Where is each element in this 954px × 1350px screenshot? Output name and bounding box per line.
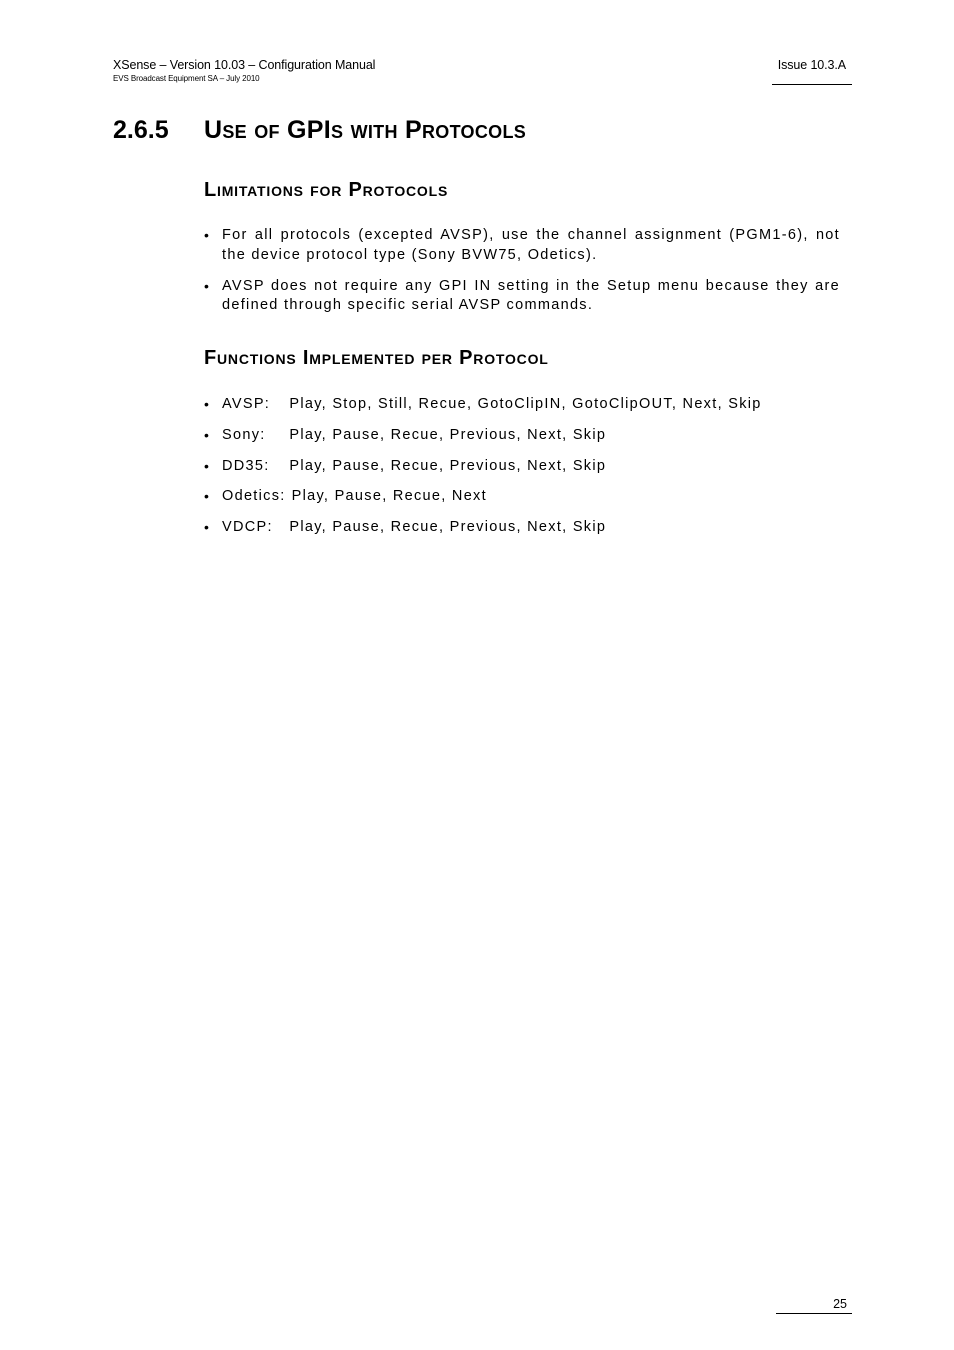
bullet-icon: • xyxy=(204,396,211,412)
list-item xyxy=(204,457,840,477)
functions-list xyxy=(204,395,840,549)
bullet-icon: • xyxy=(204,488,211,505)
limitations-list xyxy=(204,226,840,327)
list-item-text: For all protocols (excepted AVSP), use the channel assignment (PGM1-6), not the device protocol type (Sony BVW75, Odetics). xyxy=(222,227,840,263)
protocol-label: AVSP: xyxy=(222,396,271,412)
list-item xyxy=(204,277,840,316)
bullet-icon: • xyxy=(204,426,211,443)
protocol-functions: Play, Pause, Recue, Next xyxy=(291,488,487,505)
list-item xyxy=(204,395,840,415)
list-item xyxy=(204,487,840,507)
protocol-functions: Play, Pause, Recue, Previous, Next, Skip xyxy=(289,426,607,443)
section-heading xyxy=(113,112,526,148)
section-number: 2.6.5 xyxy=(113,116,169,144)
page-header xyxy=(113,57,375,84)
list-item-text: AVSP does not require any GPI IN setting in the Setup menu because they are defined through specific serial AVSP commands. xyxy=(222,277,840,313)
bullet-icon: • xyxy=(204,277,211,294)
protocol-label: VDCP: xyxy=(222,519,273,536)
protocol-label: Odetics: xyxy=(222,488,286,505)
issue-label: Issue 10.3.A xyxy=(777,58,846,72)
list-item xyxy=(204,426,840,446)
header-rule xyxy=(772,84,852,85)
protocol-label: Sony: xyxy=(222,426,266,443)
footer-rule xyxy=(776,1313,852,1314)
functions-heading: Functions Implemented per Protocol xyxy=(204,347,549,369)
document-subtitle: EVS Broadcast Equipment SA – July 2010 xyxy=(113,74,260,83)
limitations-heading: Limitations for Protocols xyxy=(204,179,449,201)
protocol-label: DD35: xyxy=(222,457,270,474)
bullet-icon: • xyxy=(204,519,211,536)
protocol-functions: Play, Pause, Recue, Previous, Next, Skip xyxy=(289,519,607,536)
protocol-functions: Play, Pause, Recue, Previous, Next, Skip xyxy=(289,457,607,474)
list-item xyxy=(204,518,840,538)
section-title: Use of GPIs with Protocols xyxy=(204,116,527,144)
bullet-icon: • xyxy=(204,457,211,474)
page-number: 25 xyxy=(833,1297,847,1311)
protocol-functions: Play, Stop, Still, Recue, GotoClipIN, GotoClipOUT, Next, Skip xyxy=(289,396,762,412)
bullet-icon: • xyxy=(204,227,211,243)
list-item xyxy=(204,226,840,265)
document-title: XSense – Version 10.03 – Configuration Manual xyxy=(113,58,376,72)
